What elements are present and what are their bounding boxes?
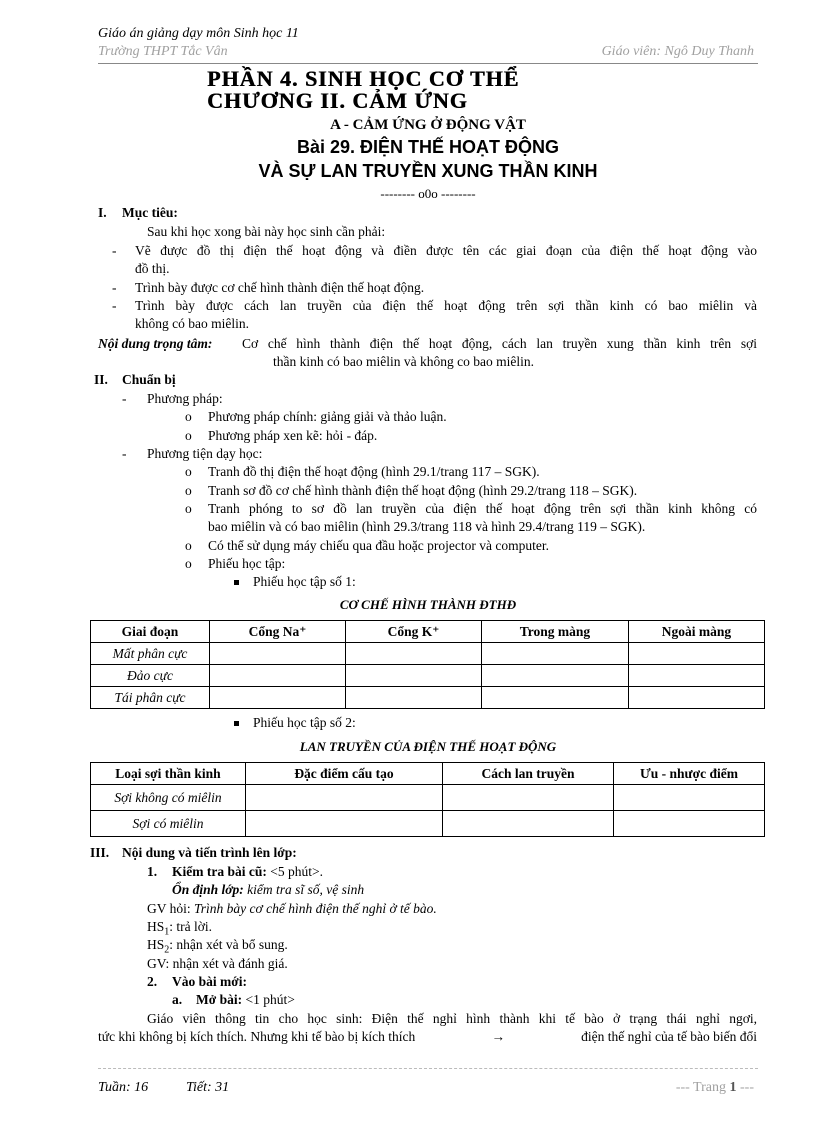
table-cell — [246, 811, 443, 837]
means-2: Tranh sơ đồ cơ chế hình thành điện thế hoạt động (hình 29.2/trang 118 – SGK). — [208, 483, 638, 498]
list-dash: - — [122, 391, 127, 406]
table-cell — [346, 643, 482, 665]
sheet-2-row — [234, 715, 356, 731]
list-dash: - — [112, 243, 117, 258]
table-cell — [346, 687, 482, 709]
list-bullet: o — [185, 409, 192, 424]
table-propagation — [90, 762, 765, 837]
gv-question-row — [147, 901, 437, 917]
list-bullet: o — [185, 556, 192, 571]
open-title: Mở bài: — [196, 992, 243, 1007]
objective-1-line1: Vẽ được đồ thị điện thế hoạt động và điền được tên các giai đoạn của điện thế hoạt động vào — [135, 243, 757, 258]
section-2-number: II. — [94, 372, 108, 387]
table-header-cell: Cách lan truyền — [443, 763, 614, 785]
intro-paragraph-line2 — [98, 1029, 757, 1045]
lesson-title-1: Bài 29. ĐIỆN THẾ HOẠT ĐỘNG — [296, 137, 560, 157]
open-time: <1 phút> — [245, 992, 295, 1007]
table-header-cell: Trong màng — [482, 621, 629, 643]
header-school: Trường THPT Tắc Vân — [98, 44, 228, 59]
focus-line2: thần kinh có bao miêlin và không co bao miêlin. — [273, 354, 534, 369]
title-divider: -------- o0o -------- — [380, 186, 476, 201]
sheet-1-title: CƠ CHẾ HÌNH THÀNH ĐTHĐ — [339, 597, 517, 612]
hs2-row — [147, 937, 288, 956]
sheet-1-row — [234, 574, 356, 590]
hs1-row — [147, 919, 212, 938]
list-bullet: o — [185, 428, 192, 443]
objective-1-line2: đồ thị. — [135, 261, 170, 276]
table-cell — [482, 643, 629, 665]
table-cell — [210, 643, 346, 665]
method-2: Phương pháp xen kẽ: hỏi - đáp. — [208, 428, 378, 443]
gv-question: Trình bày cơ chế hình điện thế nghỉ ở tế bào. — [194, 901, 437, 916]
table-cell — [210, 687, 346, 709]
stabilize-label: Ổn định lớp: — [172, 882, 244, 897]
table-cell — [629, 687, 765, 709]
stage-label: Mất phân cực — [91, 643, 210, 665]
method-1: Phương pháp chính: giảng giải và thảo luận. — [208, 409, 447, 424]
means-3-line1: Tranh phóng to sơ đồ lan truyền của điện thế hoạt động trên sợi thần kinh không có — [208, 501, 757, 516]
footer-page-prefix: --- Trang — [675, 1080, 726, 1095]
list-dash: - — [122, 446, 127, 461]
table-cell — [443, 811, 614, 837]
section-1-intro: Sau khi học xong bài này học sinh cần phải: — [147, 224, 386, 239]
objective-2: Trình bày được cơ chế hình thành điện thế hoạt động. — [135, 280, 425, 295]
table-header-row — [91, 763, 765, 785]
step-1-row — [172, 864, 323, 880]
table-header-cell: Ngoài màng — [629, 621, 765, 643]
footer-week: Tuần: 16 — [98, 1080, 149, 1095]
table-header-cell: Giai đoạn — [91, 621, 210, 643]
hs2-sub: 2 — [164, 944, 170, 956]
focus-label: Nội dung trọng tâm: — [98, 336, 213, 351]
part-title: PHẦN 4. SINH HỌC CƠ THỂ — [207, 66, 520, 91]
open-number: a. — [172, 992, 183, 1007]
stabilize-row — [172, 882, 364, 898]
list-bullet: o — [185, 464, 192, 479]
section-1-number: I. — [98, 205, 107, 220]
square-bullet-icon — [234, 580, 239, 585]
header-subject: Giáo án giảng dạy môn Sinh học 11 — [98, 26, 299, 41]
sheet-1-label: Phiếu học tập số 1: — [253, 574, 356, 589]
means-4: Có thể sử dụng máy chiếu qua đầu hoặc projector và computer. — [208, 538, 549, 553]
table-cell — [210, 665, 346, 687]
sheet-2-title: LAN TRUYỀN CỦA ĐIỆN THẾ HOẠT ĐỘNG — [299, 739, 557, 754]
objective-3-line1: Trình bày được cách lan truyền của điện thế hoạt động trên sợi thần kinh có bao miêlin và — [135, 298, 757, 313]
section-3-title: Nội dung và tiến trình lên lớp: — [122, 845, 297, 860]
table-cell — [346, 665, 482, 687]
open-row — [196, 992, 295, 1008]
section-1-title: Mục tiêu: — [122, 205, 178, 220]
fiber-label: Sợi có miêlin — [91, 811, 246, 837]
table-cell — [246, 785, 443, 811]
fiber-label: Sợi không có miêlin — [91, 785, 246, 811]
means-5: Phiếu học tập: — [208, 556, 286, 571]
stabilize-text: kiểm tra sĩ số, vệ sinh — [247, 882, 365, 897]
footer-rule — [98, 1068, 758, 1069]
header-teacher: Giáo viên: Ngô Duy Thanh — [601, 44, 754, 59]
table-header-cell: Cổng K⁺ — [346, 621, 482, 643]
table-header-cell: Loại sợi thần kinh — [91, 763, 246, 785]
intro-line2-a: tức khi không bị kích thích. Nhưng khi tế bào bị kích thích — [98, 1029, 416, 1044]
table-cell — [629, 643, 765, 665]
objective-3-line2: không có bao miêlin. — [135, 316, 249, 331]
footer-page-number: 1 — [729, 1080, 737, 1095]
table-cell — [482, 665, 629, 687]
table-header-cell: Cổng Na⁺ — [210, 621, 346, 643]
table-cell — [614, 785, 765, 811]
table-cell — [629, 665, 765, 687]
gv-ask-label: GV hỏi: — [147, 901, 191, 916]
section-2-title: Chuẩn bị — [122, 372, 176, 387]
table-header-cell: Đặc điểm cấu tạo — [246, 763, 443, 785]
arrow-right-icon: → — [491, 1029, 505, 1044]
means-3-line2: bao miêlin và có bao miêlin (hình 29.3/trang 118 và hình 29.4/trang 119 – SGK). — [208, 519, 646, 534]
header-rule — [98, 63, 758, 64]
means-label: Phương tiện dạy học: — [147, 446, 263, 461]
stage-label: Tái phân cực — [91, 687, 210, 709]
list-bullet: o — [185, 483, 192, 498]
gv-evaluation: GV: nhận xét và đánh giá. — [147, 956, 288, 971]
means-1: Tranh đồ thị điện thế hoạt động (hình 29.1/trang 117 – SGK). — [208, 464, 540, 479]
intro-paragraph-line1: Giáo viên thông tin cho học sinh: Điện thế nghỉ hình thành khi tế bào ở trạng thái nghỉ ngơi, — [147, 1011, 757, 1026]
footer-page — [676, 1080, 754, 1096]
sheet-2-label: Phiếu học tập số 2: — [253, 715, 356, 730]
step-1-title: Kiểm tra bài cũ: — [172, 864, 267, 879]
table-cell — [614, 811, 765, 837]
list-bullet: o — [185, 501, 192, 516]
list-dash: - — [112, 280, 117, 295]
table-row — [91, 643, 765, 665]
list-dash: - — [112, 298, 117, 313]
section-title: A - CẢM ỨNG Ở ĐỘNG VẬT — [330, 117, 526, 133]
footer-page-suffix: --- — [740, 1080, 754, 1095]
table-header-row — [91, 621, 765, 643]
step-2-title: Vào bài mới: — [172, 974, 247, 989]
table-row — [91, 687, 765, 709]
chapter-title: CHƯƠNG II. CẢM ỨNG — [207, 88, 468, 113]
table-header-cell: Ưu - nhược điểm — [614, 763, 765, 785]
table-mechanism — [90, 620, 765, 709]
hs1-sub: 1 — [164, 926, 170, 938]
hs2-text: : nhận xét và bổ sung. — [169, 937, 288, 952]
hs2-label: HS — [147, 937, 165, 952]
step-1-time: <5 phút>. — [270, 864, 323, 879]
stage-label: Đảo cực — [91, 665, 210, 687]
lesson-title-2: VÀ SỰ LAN TRUYỀN XUNG THẦN KINH — [258, 161, 598, 181]
hs1-label: HS — [147, 919, 165, 934]
section-3-number: III. — [90, 845, 110, 860]
table-row — [91, 811, 765, 837]
table-cell — [482, 687, 629, 709]
focus-line1: Cơ chế hình thành điện thế hoạt động, cách lan truyền xung thần kinh trên sợi — [242, 336, 757, 351]
list-bullet: o — [185, 538, 192, 553]
intro-line2-b: điện thế nghỉ của tế bào biến đổi — [581, 1029, 757, 1044]
table-cell — [443, 785, 614, 811]
step-1-number: 1. — [147, 864, 158, 879]
step-2-number: 2. — [147, 974, 158, 989]
table-row — [91, 665, 765, 687]
hs1-text: : trả lời. — [169, 919, 213, 934]
table-row — [91, 785, 765, 811]
footer-period: Tiết: 31 — [186, 1080, 230, 1095]
square-bullet-icon — [234, 721, 239, 726]
methods-label: Phương pháp: — [147, 391, 223, 406]
